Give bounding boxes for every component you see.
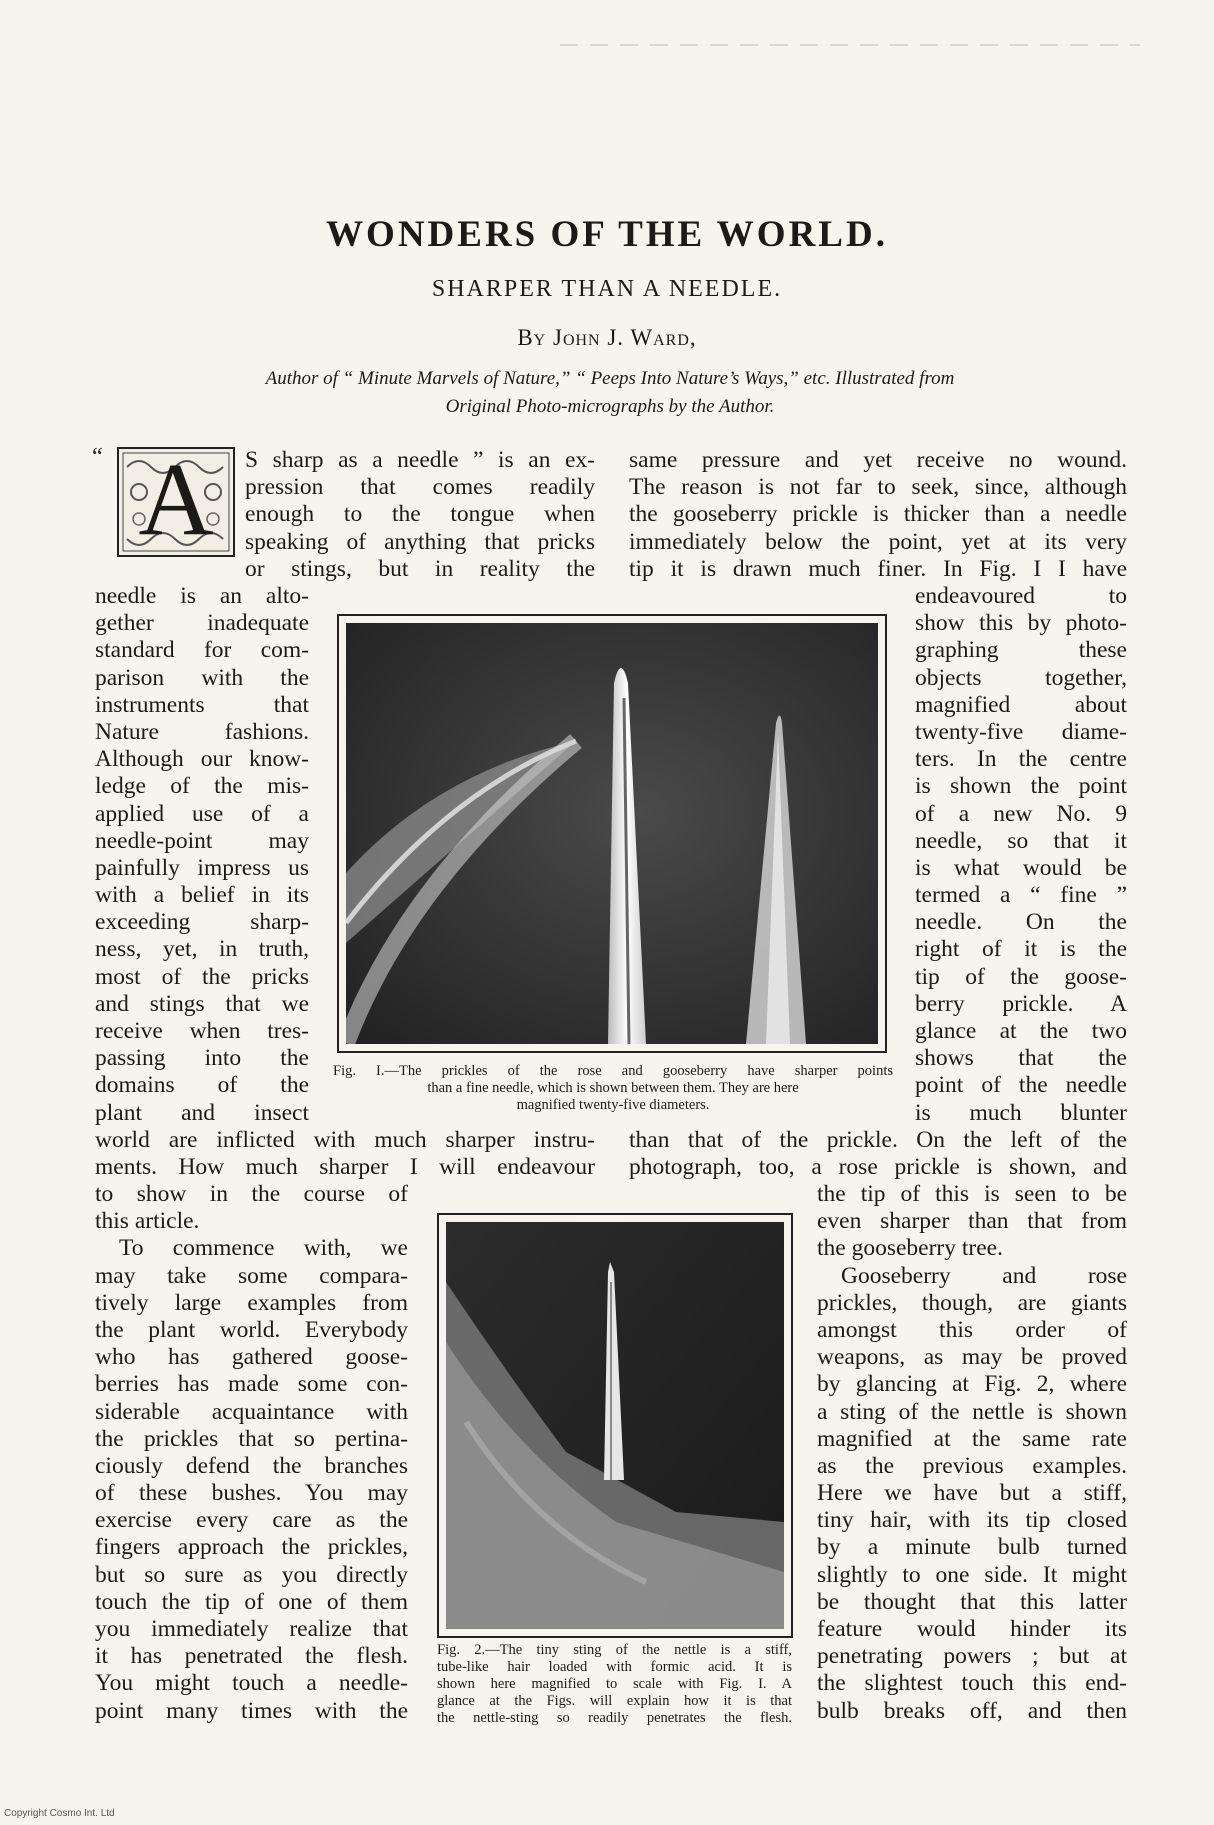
text-line: this article. xyxy=(95,1208,200,1235)
text-line: ciously defend the branches xyxy=(95,1452,408,1479)
text-line: than that of the prickle. On the left of the xyxy=(629,1127,1127,1153)
caption-line: magnified twenty-five diameters. xyxy=(516,1097,710,1113)
text-line: domains of the xyxy=(95,1072,309,1099)
text-line: the tip of this is seen to be xyxy=(817,1181,1127,1207)
text-line: berry prickle. A xyxy=(915,990,1127,1017)
text-line: even sharper than that from xyxy=(817,1208,1127,1235)
text-line: is much blunter xyxy=(915,1099,1127,1126)
text-line: The reason is not far to seek, since, although xyxy=(629,474,1127,501)
text-line: tiny hair, with its tip closed xyxy=(817,1507,1127,1534)
col1-bottom-text xyxy=(95,1181,408,1725)
text-line: plant and insect xyxy=(95,1099,309,1126)
ornamental-dropcap xyxy=(117,442,235,557)
text-line: by glancing at Fig. 2, where xyxy=(817,1371,1127,1398)
text-line: needle-point may xyxy=(95,827,309,854)
caption-line: than a fine needle, which is shown between them. They are here xyxy=(427,1080,799,1096)
text-line: instruments that xyxy=(95,691,309,718)
text-line: of these bushes. You may xyxy=(95,1480,408,1507)
text-line: immediately below the point, yet at its very xyxy=(629,528,1127,555)
text-line: feature would hinder its xyxy=(817,1616,1127,1642)
text-line: applied use of a xyxy=(95,800,309,827)
text-line: speaking of anything that pricks xyxy=(245,528,595,555)
text-line: painfully impress us xyxy=(95,854,309,881)
text-line: termed a “ fine ” xyxy=(915,882,1127,909)
dropcap-letter: A xyxy=(138,442,214,557)
text-line: parison with the xyxy=(95,664,309,691)
text-line: show this by photo- xyxy=(915,610,1127,637)
text-line: point many times with the xyxy=(95,1697,408,1724)
text-line: touch the tip of one of them xyxy=(95,1588,408,1615)
top-rule xyxy=(560,44,1140,46)
text-line: and stings that we xyxy=(95,990,309,1017)
text-line: penetrating powers ; but at xyxy=(817,1643,1127,1670)
text-line: world are inflicted with much sharper instru- xyxy=(95,1127,595,1153)
col1-wide-text xyxy=(95,1127,595,1181)
text-line: is shown the point xyxy=(915,773,1127,800)
text-line: Here we have but a stiff, xyxy=(817,1480,1127,1507)
text-line: is what would be xyxy=(915,854,1127,881)
article-section-title: WONDERS OF THE WORLD. xyxy=(326,214,888,255)
text-line: fingers approach the prickles, xyxy=(95,1534,408,1561)
text-line: To commence with, we xyxy=(119,1235,408,1262)
text-line: same pressure and yet receive no wound. xyxy=(629,447,1127,473)
figure-1-photo xyxy=(337,614,887,1053)
text-line: glance at the two xyxy=(915,1018,1127,1044)
text-line: right of it is the xyxy=(915,936,1127,963)
text-line: needle is an alto- xyxy=(95,583,309,609)
col2-bottom-text xyxy=(817,1181,1127,1725)
text-line: the prickles that so pertina- xyxy=(95,1425,408,1452)
text-line: slightly to one side. It might xyxy=(817,1561,1127,1588)
text-line: shows that the xyxy=(915,1045,1127,1072)
text-line: with a belief in its xyxy=(95,882,309,909)
author-note xyxy=(130,365,1090,421)
text-line: enough to the tongue when xyxy=(245,501,595,528)
text-line: amongst this order of xyxy=(817,1316,1127,1343)
text-line: of a new No. 9 xyxy=(915,800,1127,827)
article-title: SHARPER THAN A NEEDLE. xyxy=(431,276,783,302)
caption-line: Fig. 2.—The tiny sting of the nettle is a stiff, xyxy=(437,1642,792,1658)
text-line: ledge of the mis- xyxy=(95,773,309,800)
figure-2-photo xyxy=(437,1213,793,1638)
text-line: a sting of the nettle is shown xyxy=(817,1398,1127,1425)
text-line: by a minute bulb turned xyxy=(817,1534,1127,1561)
text-line: magnified at the same rate xyxy=(817,1425,1127,1452)
caption-line: tube-like hair loaded with formic acid. It is xyxy=(437,1659,792,1675)
text-line: may take some compara- xyxy=(95,1262,408,1289)
text-line: standard for com- xyxy=(95,637,309,664)
text-line: receive when tres- xyxy=(95,1018,309,1044)
text-line: the gooseberry tree. xyxy=(817,1235,1003,1262)
opening-quote: “ xyxy=(92,444,103,470)
text-line: the gooseberry prickle is thicker than a needle xyxy=(629,501,1127,528)
caption-line: the nettle-sting so readily penetrates the flesh. xyxy=(437,1710,792,1726)
text-line: objects together, xyxy=(915,664,1127,691)
caption-line: shown here magnified to scale with Fig. I. A xyxy=(437,1676,792,1692)
text-line: the slightest touch this end- xyxy=(817,1670,1127,1697)
text-line: who has gathered goose- xyxy=(95,1344,408,1371)
text-line: tively large examples from xyxy=(95,1289,408,1316)
text-line: tip of the goose- xyxy=(915,963,1127,990)
text-line: endeavoured to xyxy=(915,583,1127,609)
col1-top-text xyxy=(245,447,595,583)
text-line: bulb breaks off, and then xyxy=(817,1697,1127,1724)
micrograph-nettle-sting-image xyxy=(446,1222,784,1629)
text-line: be thought that this latter xyxy=(817,1588,1127,1615)
text-line: but so sure as you directly xyxy=(95,1561,408,1588)
text-line: you immediately realize that xyxy=(95,1616,408,1642)
text-line: ness, yet, in truth, xyxy=(95,936,309,963)
text-line: it has penetrated the flesh. xyxy=(95,1643,408,1670)
text-line: prickles, though, are giants xyxy=(817,1289,1127,1316)
text-line: or stings, but in reality the xyxy=(245,555,595,582)
text-line: ments. How much sharper I will endeavour xyxy=(95,1154,595,1181)
text-line: photograph, too, a rose prickle is shown, and xyxy=(629,1154,1127,1181)
text-line: as the previous examples. xyxy=(817,1452,1127,1479)
text-line: Gooseberry and rose xyxy=(841,1262,1127,1289)
text-line: exercise every care as the xyxy=(95,1507,408,1534)
text-line: ters. In the centre xyxy=(915,746,1127,773)
text-line: gether inadequate xyxy=(95,610,309,637)
text-line: to show in the course of xyxy=(95,1181,408,1207)
col2-wide-text xyxy=(629,1127,1127,1181)
text-line: the plant world. Everybody xyxy=(95,1316,408,1343)
micrograph-prickles-image xyxy=(346,623,878,1044)
text-line: Although our know- xyxy=(95,746,309,773)
text-line: berries has made some con- xyxy=(95,1371,408,1398)
text-line: pression that comes readily xyxy=(245,474,595,501)
copyright-notice: Copyright Cosmo Int. Ltd xyxy=(4,1808,115,1819)
text-line: weapons, as may be proved xyxy=(817,1344,1127,1371)
text-line: exceeding sharp- xyxy=(95,909,309,936)
caption-line: glance at the Figs. will explain how it is that xyxy=(437,1693,792,1709)
text-line: point of the needle xyxy=(915,1072,1127,1099)
col2-top-text xyxy=(629,447,1127,583)
text-line: needle. On the xyxy=(915,909,1127,936)
col2-narrow-text xyxy=(915,583,1127,1127)
author-note-line: Author of “ Minute Marvels of Nature,” “ Peeps Into Nature’s Ways,” etc. Illustrated from xyxy=(265,368,955,389)
text-line: needle, so that it xyxy=(915,827,1127,854)
text-line: You might touch a needle- xyxy=(95,1670,408,1697)
figure-1-caption xyxy=(333,1063,893,1114)
text-line: Nature fashions. xyxy=(95,718,309,745)
text-line: passing into the xyxy=(95,1045,309,1072)
caption-line: Fig. I.—The prickles of the rose and gooseberry have sharper points xyxy=(333,1063,893,1079)
col1-narrow-text xyxy=(95,583,309,1127)
text-line: twenty-five diame- xyxy=(915,718,1127,745)
author-note-line: Original Photo-micrographs by the Author. xyxy=(445,396,775,417)
text-line: tip it is drawn much finer. In Fig. I I have xyxy=(629,555,1127,582)
text-line: graphing these xyxy=(915,637,1127,664)
text-line: most of the pricks xyxy=(95,963,309,990)
text-line: S sharp as a needle ” is an ex- xyxy=(245,447,595,473)
text-line: magnified about xyxy=(915,691,1127,718)
text-line: siderable acquaintance with xyxy=(95,1398,408,1425)
author-byline: By John J. Ward, xyxy=(517,325,697,350)
figure-2-caption xyxy=(437,1642,792,1727)
